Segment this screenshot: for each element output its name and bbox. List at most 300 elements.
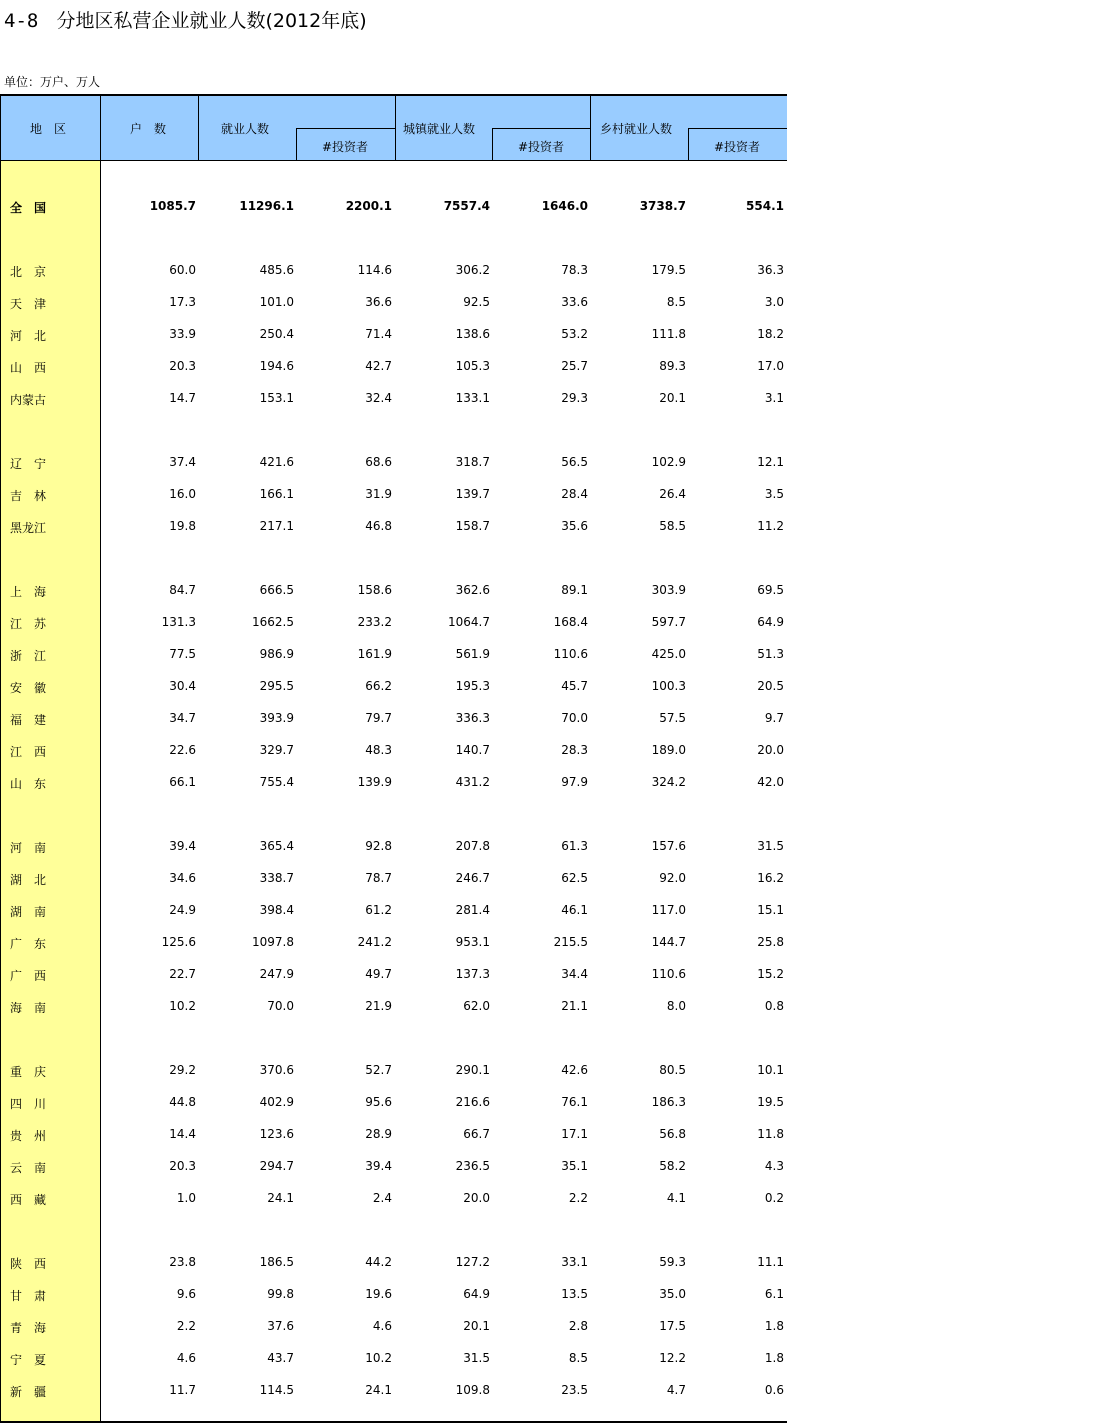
cell-value: 140.7: [455, 743, 490, 757]
table-row: [0, 644, 787, 664]
cell-value: 189.0: [651, 743, 686, 757]
table-row: [0, 452, 787, 472]
cell-value: 241.2: [357, 935, 392, 949]
cell-value: 2.2: [176, 1319, 196, 1333]
table-row: [0, 388, 787, 408]
region-name: 宁 夏: [10, 1353, 47, 1367]
cell-value: 138.6: [455, 327, 490, 341]
table-row: [0, 260, 787, 280]
cell-value: 51.3: [757, 647, 784, 661]
cell-value: 17.3: [169, 295, 196, 309]
cell-value: 60.0: [169, 263, 196, 277]
region-name: 全 国: [10, 201, 47, 215]
cell-value: 393.9: [259, 711, 294, 725]
cell-value: 20.1: [659, 391, 686, 405]
table-row: [0, 740, 787, 760]
cell-value: 49.7: [365, 967, 392, 981]
cell-value: 9.7: [764, 711, 784, 725]
cell-value: 70.0: [561, 711, 588, 725]
cell-value: 56.8: [659, 1127, 686, 1141]
cell-value: 46.1: [561, 903, 588, 917]
region-name: 四 川: [10, 1097, 47, 1111]
cell-value: 250.4: [259, 327, 294, 341]
cell-value: 153.1: [259, 391, 294, 405]
region-name: 内蒙古: [10, 393, 47, 407]
cell-value: 57.5: [659, 711, 686, 725]
table-row: [0, 580, 787, 600]
cell-value: 29.3: [561, 391, 588, 405]
cell-value: 100.3: [651, 679, 686, 693]
cell-value: 58.5: [659, 519, 686, 533]
cell-value: 11.7: [169, 1383, 196, 1397]
cell-value: 64.9: [757, 615, 784, 629]
table-row: [0, 868, 787, 888]
cell-value: 58.2: [659, 1159, 686, 1173]
cell-value: 37.4: [169, 455, 196, 469]
region-name: 上 海: [10, 585, 47, 599]
cell-value: 666.5: [259, 583, 294, 597]
cell-value: 95.6: [365, 1095, 392, 1109]
cell-value: 36.6: [365, 295, 392, 309]
table-row: [0, 324, 787, 344]
cell-value: 80.5: [659, 1063, 686, 1077]
cell-value: 217.1: [259, 519, 294, 533]
table-row: [0, 1156, 787, 1176]
cell-value: 35.6: [561, 519, 588, 533]
cell-value: 281.4: [455, 903, 490, 917]
region-name: 天 津: [10, 297, 47, 311]
cell-value: 11.1: [757, 1255, 784, 1269]
cell-value: 186.5: [259, 1255, 294, 1269]
cell-value: 16.0: [169, 487, 196, 501]
cell-value: 64.9: [463, 1287, 490, 1301]
region-name: 浙 江: [10, 649, 47, 663]
region-name: 新 疆: [10, 1385, 47, 1399]
header-bottom-rule: [0, 160, 787, 161]
cell-value: 294.7: [259, 1159, 294, 1173]
cell-value: 33.1: [561, 1255, 588, 1269]
region-name: 广 东: [10, 937, 47, 951]
header-investors: #投资者: [322, 140, 369, 154]
cell-value: 2.2: [568, 1191, 588, 1205]
cell-value: 18.2: [757, 327, 784, 341]
cell-value: 953.1: [455, 935, 490, 949]
cell-value: 10.2: [365, 1351, 392, 1365]
header-subrule: [492, 128, 590, 129]
region-name: 青 海: [10, 1321, 47, 1335]
cell-value: 31.5: [463, 1351, 490, 1365]
cell-value: 318.7: [455, 455, 490, 469]
cell-value: 44.8: [169, 1095, 196, 1109]
cell-value: 431.2: [455, 775, 490, 789]
cell-value: 338.7: [259, 871, 294, 885]
title-text: 分地区私营企业就业人数(2012年底): [56, 10, 367, 32]
cell-value: 125.6: [161, 935, 196, 949]
cell-value: 39.4: [169, 839, 196, 853]
cell-value: 137.3: [455, 967, 490, 981]
region-name: 海 南: [10, 1001, 47, 1015]
cell-value: 295.5: [259, 679, 294, 693]
cell-value: 986.9: [259, 647, 294, 661]
table-row: [0, 1284, 787, 1304]
region-name: 河 北: [10, 329, 47, 343]
cell-value: 2.4: [372, 1191, 392, 1205]
cell-value: 22.7: [169, 967, 196, 981]
cell-value: 33.9: [169, 327, 196, 341]
cell-value: 186.3: [651, 1095, 686, 1109]
cell-value: 32.4: [365, 391, 392, 405]
table-row: [0, 996, 787, 1016]
table-row: [0, 1380, 787, 1400]
cell-value: 23.5: [561, 1383, 588, 1397]
table-row: [0, 356, 787, 376]
header-rural-investors: #投资者: [714, 140, 761, 154]
cell-value: 1.8: [764, 1319, 784, 1333]
cell-value: 105.3: [455, 359, 490, 373]
unit-note: 单位：万户、万人: [4, 75, 101, 89]
header-divider: [100, 94, 101, 161]
header-region: 地 区: [30, 122, 67, 136]
cell-value: 109.8: [455, 1383, 490, 1397]
cell-value: 365.4: [259, 839, 294, 853]
cell-value: 25.8: [757, 935, 784, 949]
cell-value: 207.8: [455, 839, 490, 853]
table-row: [0, 676, 787, 696]
table-row: [0, 1188, 787, 1208]
cell-value: 133.1: [455, 391, 490, 405]
region-name: 山 西: [10, 361, 47, 375]
cell-value: 71.4: [365, 327, 392, 341]
region-name: 湖 北: [10, 873, 47, 887]
cell-value: 78.3: [561, 263, 588, 277]
cell-value: 1.8: [764, 1351, 784, 1365]
region-name: 北 京: [10, 265, 47, 279]
cell-value: 1097.8: [252, 935, 294, 949]
region-name: 甘 肃: [10, 1289, 47, 1303]
cell-value: 42.6: [561, 1063, 588, 1077]
table-row: [0, 1092, 787, 1112]
cell-value: 99.8: [267, 1287, 294, 1301]
region-name: 江 西: [10, 745, 47, 759]
cell-value: 1064.7: [448, 615, 490, 629]
region-name: 湖 南: [10, 905, 47, 919]
cell-value: 35.0: [659, 1287, 686, 1301]
cell-value: 19.8: [169, 519, 196, 533]
header-rural: 乡村就业人数: [600, 122, 673, 136]
cell-value: 194.6: [259, 359, 294, 373]
cell-value: 144.7: [651, 935, 686, 949]
cell-value: 68.6: [365, 455, 392, 469]
region-name: 重 庆: [10, 1065, 47, 1079]
cell-value: 11.2: [757, 519, 784, 533]
total-row: [0, 196, 787, 216]
cell-value: 79.7: [365, 711, 392, 725]
cell-value: 17.0: [757, 359, 784, 373]
cell-value: 56.5: [561, 455, 588, 469]
header-divider: [296, 128, 297, 161]
cell-value: 329.7: [259, 743, 294, 757]
cell-value: 62.0: [463, 999, 490, 1013]
cell-value: 1.0: [176, 1191, 196, 1205]
cell-value: 20.1: [463, 1319, 490, 1333]
cell-value: 131.3: [161, 615, 196, 629]
cell-value: 20.0: [463, 1191, 490, 1205]
cell-value: 77.5: [169, 647, 196, 661]
region-name: 山 东: [10, 777, 47, 791]
table-row: [0, 932, 787, 952]
cell-value: 4.7: [666, 1383, 686, 1397]
region-name: 福 建: [10, 713, 47, 727]
cell-value: 4.1: [666, 1191, 686, 1205]
cell-value: 31.5: [757, 839, 784, 853]
table-row: [0, 1060, 787, 1080]
cell-value: 9.6: [176, 1287, 196, 1301]
cell-value: 8.0: [666, 999, 686, 1013]
cell-value: 157.6: [651, 839, 686, 853]
table-row: [0, 612, 787, 632]
cell-value: 1646.0: [541, 199, 588, 213]
cell-value: 306.2: [455, 263, 490, 277]
cell-value: 114.5: [259, 1383, 294, 1397]
cell-value: 2200.1: [345, 199, 392, 213]
cell-value: 8.5: [666, 295, 686, 309]
cell-value: 158.6: [357, 583, 392, 597]
cell-value: 19.5: [757, 1095, 784, 1109]
cell-value: 15.1: [757, 903, 784, 917]
cell-value: 42.0: [757, 775, 784, 789]
cell-value: 111.8: [651, 327, 686, 341]
cell-value: 1662.5: [252, 615, 294, 629]
header-subrule: [296, 128, 395, 129]
cell-value: 17.5: [659, 1319, 686, 1333]
cell-value: 0.2: [764, 1191, 784, 1205]
header-top-rule: [0, 94, 787, 96]
cell-value: 3.5: [764, 487, 784, 501]
cell-value: 3738.7: [639, 199, 686, 213]
region-name: 云 南: [10, 1161, 47, 1175]
cell-value: 246.7: [455, 871, 490, 885]
cell-value: 24.9: [169, 903, 196, 917]
cell-value: 0.6: [764, 1383, 784, 1397]
region-name: 黑龙江: [10, 521, 47, 535]
cell-value: 42.7: [365, 359, 392, 373]
cell-value: 233.2: [357, 615, 392, 629]
cell-value: 48.3: [365, 743, 392, 757]
cell-value: 10.2: [169, 999, 196, 1013]
cell-value: 485.6: [259, 263, 294, 277]
cell-value: 31.9: [365, 487, 392, 501]
cell-value: 247.9: [259, 967, 294, 981]
page-title: [4, 6, 367, 33]
cell-value: 23.8: [169, 1255, 196, 1269]
header-households: 户 数: [130, 122, 167, 136]
cell-value: 24.1: [267, 1191, 294, 1205]
cell-value: 12.2: [659, 1351, 686, 1365]
cell-value: 25.7: [561, 359, 588, 373]
cell-value: 12.1: [757, 455, 784, 469]
cell-value: 24.1: [365, 1383, 392, 1397]
header-divider: [492, 128, 493, 161]
cell-value: 139.7: [455, 487, 490, 501]
cell-value: 2.8: [568, 1319, 588, 1333]
table-row: [0, 484, 787, 504]
cell-value: 92.5: [463, 295, 490, 309]
cell-value: 29.2: [169, 1063, 196, 1077]
cell-value: 597.7: [651, 615, 686, 629]
table-row: [0, 900, 787, 920]
cell-value: 78.7: [365, 871, 392, 885]
cell-value: 92.0: [659, 871, 686, 885]
cell-value: 195.3: [455, 679, 490, 693]
cell-value: 179.5: [651, 263, 686, 277]
cell-value: 425.0: [651, 647, 686, 661]
table-row: [0, 772, 787, 792]
header-urban-investors: #投资者: [518, 140, 565, 154]
cell-value: 20.0: [757, 743, 784, 757]
region-name: 江 苏: [10, 617, 47, 631]
cell-value: 52.7: [365, 1063, 392, 1077]
cell-value: 43.7: [267, 1351, 294, 1365]
header-divider: [688, 128, 689, 161]
header-divider: [395, 94, 396, 161]
cell-value: 28.3: [561, 743, 588, 757]
cell-value: 34.6: [169, 871, 196, 885]
table-row: [0, 708, 787, 728]
cell-value: 127.2: [455, 1255, 490, 1269]
cell-value: 110.6: [651, 967, 686, 981]
cell-value: 62.5: [561, 871, 588, 885]
cell-value: 66.1: [169, 775, 196, 789]
cell-value: 84.7: [169, 583, 196, 597]
region-name: 西 藏: [10, 1193, 47, 1207]
cell-value: 117.0: [651, 903, 686, 917]
cell-value: 168.4: [553, 615, 588, 629]
cell-value: 30.4: [169, 679, 196, 693]
header-divider: [198, 94, 199, 161]
cell-value: 45.7: [561, 679, 588, 693]
cell-value: 110.6: [553, 647, 588, 661]
cell-value: 362.6: [455, 583, 490, 597]
cell-value: 158.7: [455, 519, 490, 533]
cell-value: 554.1: [746, 199, 784, 213]
cell-value: 70.0: [267, 999, 294, 1013]
cell-value: 290.1: [455, 1063, 490, 1077]
cell-value: 89.1: [561, 583, 588, 597]
cell-value: 303.9: [651, 583, 686, 597]
table-row: [0, 292, 787, 312]
cell-value: 20.3: [169, 1159, 196, 1173]
cell-value: 21.9: [365, 999, 392, 1013]
cell-value: 61.2: [365, 903, 392, 917]
cell-value: 35.1: [561, 1159, 588, 1173]
cell-value: 69.5: [757, 583, 784, 597]
cell-value: 13.5: [561, 1287, 588, 1301]
cell-value: 101.0: [259, 295, 294, 309]
header-urban: 城镇就业人数: [403, 122, 476, 136]
cell-value: 44.2: [365, 1255, 392, 1269]
cell-value: 33.6: [561, 295, 588, 309]
cell-value: 76.1: [561, 1095, 588, 1109]
cell-value: 123.6: [259, 1127, 294, 1141]
region-name: 河 南: [10, 841, 47, 855]
cell-value: 755.4: [259, 775, 294, 789]
cell-value: 402.9: [259, 1095, 294, 1109]
cell-value: 19.6: [365, 1287, 392, 1301]
table-row: [0, 1348, 787, 1368]
cell-value: 46.8: [365, 519, 392, 533]
cell-value: 20.5: [757, 679, 784, 693]
table-row: [0, 516, 787, 536]
cell-value: 39.4: [365, 1159, 392, 1173]
cell-value: 114.6: [357, 263, 392, 277]
cell-value: 370.6: [259, 1063, 294, 1077]
cell-value: 17.1: [561, 1127, 588, 1141]
cell-value: 161.9: [357, 647, 392, 661]
cell-value: 22.6: [169, 743, 196, 757]
cell-value: 10.1: [757, 1063, 784, 1077]
cell-value: 59.3: [659, 1255, 686, 1269]
region-name: 陕 西: [10, 1257, 47, 1271]
header-divider: [590, 94, 591, 161]
cell-value: 8.5: [568, 1351, 588, 1365]
region-name: 吉 林: [10, 489, 47, 503]
cell-value: 139.9: [357, 775, 392, 789]
cell-value: 16.2: [757, 871, 784, 885]
cell-value: 11296.1: [239, 199, 294, 213]
cell-value: 28.4: [561, 487, 588, 501]
cell-value: 66.2: [365, 679, 392, 693]
cell-value: 3.1: [764, 391, 784, 405]
cell-value: 28.9: [365, 1127, 392, 1141]
cell-value: 236.5: [455, 1159, 490, 1173]
cell-value: 21.1: [561, 999, 588, 1013]
table-row: [0, 1124, 787, 1144]
region-name: 广 西: [10, 969, 47, 983]
cell-value: 215.5: [553, 935, 588, 949]
cell-value: 1085.7: [149, 199, 196, 213]
cell-value: 53.2: [561, 327, 588, 341]
title-code: 4-8: [4, 10, 39, 32]
cell-value: 4.6: [372, 1319, 392, 1333]
region-name: 安 徽: [10, 681, 47, 695]
cell-value: 61.3: [561, 839, 588, 853]
cell-value: 398.4: [259, 903, 294, 917]
table-row: [0, 964, 787, 984]
cell-value: 34.7: [169, 711, 196, 725]
cell-value: 14.4: [169, 1127, 196, 1141]
cell-value: 36.3: [757, 263, 784, 277]
cell-value: 34.4: [561, 967, 588, 981]
header-employed: 就业人数: [221, 122, 270, 136]
cell-value: 324.2: [651, 775, 686, 789]
region-name: 辽 宁: [10, 457, 47, 471]
cell-value: 0.8: [764, 999, 784, 1013]
cell-value: 89.3: [659, 359, 686, 373]
cell-value: 421.6: [259, 455, 294, 469]
cell-value: 15.2: [757, 967, 784, 981]
cell-value: 6.1: [764, 1287, 784, 1301]
cell-value: 4.3: [764, 1159, 784, 1173]
cell-value: 14.7: [169, 391, 196, 405]
cell-value: 92.8: [365, 839, 392, 853]
cell-value: 561.9: [455, 647, 490, 661]
cell-value: 7557.4: [443, 199, 490, 213]
cell-value: 66.7: [463, 1127, 490, 1141]
region-name: 贵 州: [10, 1129, 47, 1143]
table-row: [0, 1252, 787, 1272]
header-subrule: [688, 128, 787, 129]
table-row: [0, 1316, 787, 1336]
